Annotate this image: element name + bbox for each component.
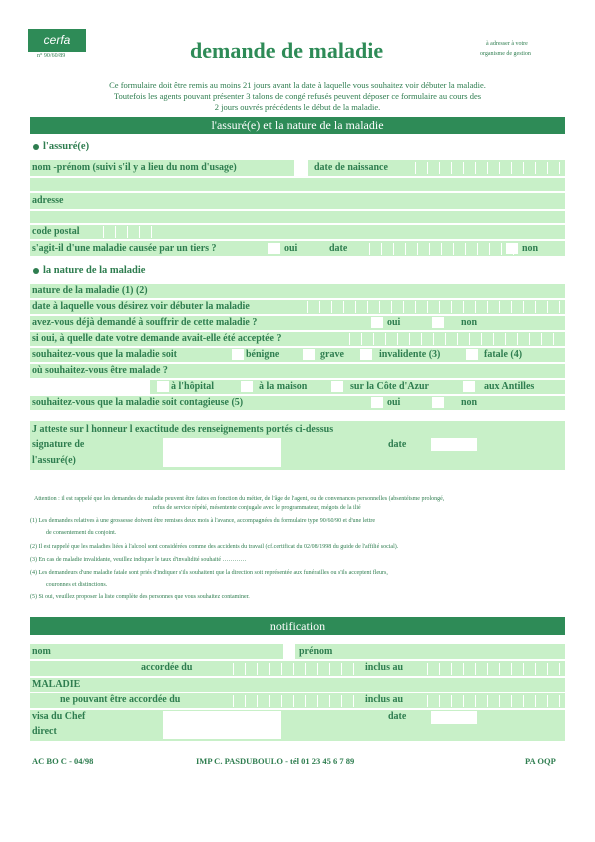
intro-line-2: Toutefois les agents pouvant présenter 3 talons de congé refusés peuvent déposer ce formulaire au cours des xyxy=(113,91,482,101)
attest-date-label: date xyxy=(388,439,407,450)
notif-prenom-label: prénom xyxy=(299,646,333,657)
location-gap xyxy=(30,380,150,394)
footer-center: IMP C. PASDUBOULO - tél 01 23 45 6 7 89 xyxy=(196,756,355,766)
name-gap xyxy=(294,160,308,176)
third-party-no: non xyxy=(522,243,539,254)
notif-not-granted-included-to: inclus au xyxy=(365,694,404,705)
signature-field[interactable] xyxy=(163,438,281,467)
severity-label: souhaitez-vous que la maladie soit xyxy=(32,349,178,360)
hospital-option: à l'hôpital xyxy=(171,381,215,392)
cerfa-logo: cerfa xyxy=(28,29,86,52)
third-party-yes: oui xyxy=(284,243,298,254)
nature-label: nature de la maladie (1) (2) xyxy=(32,285,148,296)
disabling-option: invalidente (3) xyxy=(379,349,441,360)
notif-maladie-label: MALADIE xyxy=(32,679,81,690)
address-row-2[interactable] xyxy=(30,211,565,223)
note-5: (5) Si oui, veuillez proposer la liste complète des personnes que vous souhaitez contaminer. xyxy=(30,594,250,600)
third-party-no-box[interactable] xyxy=(506,243,518,254)
benign-box[interactable] xyxy=(232,349,244,360)
notif-name-row xyxy=(30,644,565,659)
attention-note-2: refus de service répété, mésentente conjugale avec le programmateur, mégots de la ilié xyxy=(153,505,361,511)
third-party-yes-box[interactable] xyxy=(268,243,280,254)
contagious-label: souhaitez-vous que la maladie soit contagieuse (5) xyxy=(32,397,244,408)
address-label: adresse xyxy=(32,195,64,206)
notif-included-to-field[interactable] xyxy=(416,663,572,675)
postal-label: code postal xyxy=(32,226,80,237)
notification-bar: notification xyxy=(30,617,565,635)
serious-option: grave xyxy=(320,349,344,360)
contagious-yes: oui xyxy=(387,397,401,408)
signature-label-1: signature de xyxy=(32,439,85,450)
serious-box[interactable] xyxy=(303,349,315,360)
contagious-no: non xyxy=(461,397,478,408)
cote-box[interactable] xyxy=(331,381,343,392)
home-box[interactable] xyxy=(241,381,253,392)
notif-not-granted-from-field[interactable] xyxy=(222,695,354,707)
contagious-yes-box[interactable] xyxy=(371,397,383,408)
form-number: n° 90/60/89 xyxy=(37,53,66,59)
bullet-icon xyxy=(33,268,39,274)
third-party-label: s'agit-il d'une maladie causée par un tiers ? xyxy=(32,243,217,254)
notif-date-label: date xyxy=(388,711,407,722)
fatal-box[interactable] xyxy=(466,349,478,360)
intro-line-1: Ce formulaire doit être remis au moins 21 jours avant la date à laquelle vous souhaitez voir débuter la maladie. xyxy=(109,80,486,90)
notif-date-field[interactable] xyxy=(431,711,477,724)
insured-heading xyxy=(33,141,89,152)
notif-nom-label: nom xyxy=(32,646,51,657)
third-party-date-field[interactable] xyxy=(358,243,514,255)
note-3: (3) En cas de maladie invalidante, veuillez indiquer le taux d'invalidité souhaité ………… xyxy=(30,557,247,563)
where-label: où souhaitez-vous être malade ? xyxy=(32,365,168,376)
notif-granted-from: accordée du xyxy=(141,662,193,673)
notif-granted-from-field[interactable] xyxy=(222,663,354,675)
notif-visa-field[interactable] xyxy=(163,711,281,739)
start-date-label: date à laquelle vous désirez voir débuter la maladie xyxy=(32,301,250,312)
start-date-field[interactable] xyxy=(296,301,584,313)
disabling-box[interactable] xyxy=(360,349,372,360)
attest-statement: J atteste sur l honneur l exactitude des renseignements portés ci-dessus xyxy=(32,424,334,435)
birth-label: date de naissance xyxy=(314,162,388,173)
already-yes: oui xyxy=(387,317,401,328)
notif-included-to: inclus au xyxy=(365,662,404,673)
birth-date-field[interactable] xyxy=(404,162,572,174)
note-2: (2) Il est rappelé que les maladies liées à l'alcool sont considérées comme des accidents du travail (cf.certificat du 02/08/1998 du guide de l'affilié social). xyxy=(30,544,399,550)
already-label: avez-vous déjà demandé à souffrir de cette maladie ? xyxy=(32,317,258,328)
notif-not-granted-from: ne pouvant être accordée du xyxy=(60,694,181,705)
benign-option: bénigne xyxy=(246,349,280,360)
already-no-box[interactable] xyxy=(432,317,444,328)
accepted-label: si oui, à quelle date votre demande avait-elle été acceptée ? xyxy=(32,333,282,344)
address-note-2: organisme de gestion xyxy=(480,51,531,57)
page-title: demande de maladie xyxy=(190,38,384,63)
cote-option: sur la Côte d'Azur xyxy=(350,381,429,392)
attention-note-1: Attention : il est rappelé que les demandes de maladie peuvent être faites en fonction du métier, de l'âge de l'agent, ou de convenances personnelles (absentéisme prolongé, xyxy=(34,496,445,502)
address-row[interactable] xyxy=(30,193,565,209)
attest-date-field[interactable] xyxy=(431,438,477,451)
home-option: à la maison xyxy=(259,381,308,392)
name-label: nom -prénom (suivi s'il y a lieu du nom d'usage) xyxy=(32,162,237,173)
note-1b: de consentement du conjoint. xyxy=(46,530,117,536)
accepted-date-field[interactable] xyxy=(338,333,578,345)
intro-line-3: 2 jours ouvrés précédents le début de la maladie. xyxy=(214,102,381,112)
notif-visa-label-1: visa du Chef xyxy=(32,711,86,722)
signature-label-2: l'assuré(e) xyxy=(32,455,76,466)
notif-maladie-row xyxy=(30,678,565,692)
already-yes-box[interactable] xyxy=(371,317,383,328)
antilles-option: aux Antilles xyxy=(484,381,535,392)
nature-heading xyxy=(33,265,145,276)
notif-visa-block xyxy=(30,710,565,741)
notif-not-granted-included-to-field[interactable] xyxy=(416,695,572,707)
notif-name-gap xyxy=(283,644,295,659)
intro-text xyxy=(30,80,565,113)
footer-right: PA OQP xyxy=(525,756,556,766)
name-row-2[interactable] xyxy=(30,178,565,191)
note-4a: (4) Les demandeurs d'une maladie fatale sont priés d'indiquer s'ils souhaitent que la direction soit représentée aux funérailles ou s'ils acceptent fleurs, xyxy=(30,570,388,576)
insured-heading-text: l'assuré(e) xyxy=(43,141,90,152)
address-note-1: à adresser à votre xyxy=(486,41,528,47)
footer-left: AC BO C - 04/98 xyxy=(32,756,94,766)
antilles-box[interactable] xyxy=(463,381,475,392)
nature-heading-text: la nature de la maladie xyxy=(43,265,146,276)
postal-code-field[interactable] xyxy=(92,226,152,238)
bullet-icon xyxy=(33,144,39,150)
note-1a: (1) Les demandes relatives à une grossesse doivent être remises deux mois à l'avance, accompagnées du formulaire type 90/60/90 et d'une lettre xyxy=(30,518,376,524)
note-4b: couronnes et distinctions. xyxy=(46,582,108,588)
third-party-date: date xyxy=(329,243,348,254)
already-no: non xyxy=(461,317,478,328)
fatal-option: fatale (4) xyxy=(484,349,523,360)
hospital-box[interactable] xyxy=(157,381,169,392)
contagious-no-box[interactable] xyxy=(432,397,444,408)
section-insured-bar: l'assuré(e) et la nature de la maladie xyxy=(30,117,565,134)
notif-visa-label-2: direct xyxy=(32,726,57,737)
